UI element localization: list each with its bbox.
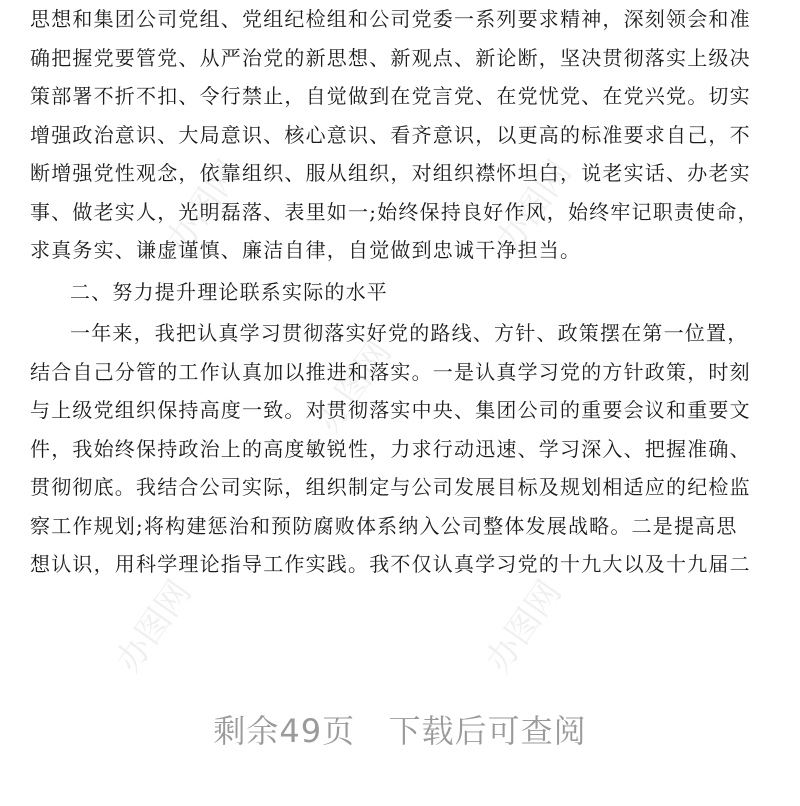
watermark: 办图网 [308, 333, 400, 440]
paragraph-line: 与上级党组织保持高度一致。对贯彻落实中央、集团公司的重要会议和重要文 [30, 398, 751, 422]
watermark: 办图网 [478, 573, 570, 680]
paragraph-line: 确把握党要管党、从严治党的新思想、新观点、新论断，坚决贯彻落实上级决 [30, 45, 751, 70]
paragraph-line: 事、做老实人，光明磊落、表里如一;始终保持良好作风，始终牢记职责使命， [30, 199, 759, 224]
paragraph-line: 件，我始终保持政治上的高度敏锐性，力求行动迅速、学习深入、把握准确、 [30, 436, 751, 461]
paragraph-line: 断增强党性观念，依靠组织、服从组织，对组织襟怀坦白，说老实话、办老实 [30, 161, 751, 185]
paragraph-line: 贯彻彻底。我结合公司实际，组织制定与公司发展目标及规划相适应的纪检监 [30, 475, 751, 499]
paragraph-line: 策部署不折不扣、令行禁止，自觉做到在党言党、在党忧党、在党兴党。切实 [30, 84, 751, 108]
download-prompt[interactable] [0, 706, 800, 752]
paragraph-line: 想认识，用科学理论指导工作实践。我不仅认真学习党的十九大以及十九届二 [30, 552, 751, 576]
watermark: 办图网 [158, 153, 250, 260]
paragraph-line: 察工作规划;将构建惩治和预防腐败体系纳入公司整体发展战略。二是提高思 [30, 513, 738, 538]
paragraph-line: 求真务实、谦虚谨慎、廉洁自律，自觉做到忠诚干净担当。 [30, 238, 582, 262]
paragraph-line: 思想和集团公司党组、党组纪检组和公司党委一系列要求精神，深刻领会和准 [30, 7, 751, 31]
document-body [30, 0, 770, 584]
paragraph-line: 一年来，我把认真学习贯彻落实好党的路线、方针、政策摆在第一位置， [70, 321, 749, 345]
watermark: 办图网 [488, 153, 580, 260]
section-heading: 二、努力提升理论联系实际的水平 [70, 279, 388, 304]
paragraph-line: 增强政治意识、大局意识、核心意识、看齐意识，以更高的标准要求自己，不 [30, 122, 751, 147]
watermark: 办图网 [108, 573, 200, 680]
download-hint-label: 下载后可查阅 [388, 712, 587, 750]
paragraph-line: 结合自己分管的工作认真加以推进和落实。一是认真学习党的方针政策，时刻 [30, 359, 751, 384]
remaining-pages-label: 剩余49页 [213, 712, 356, 750]
